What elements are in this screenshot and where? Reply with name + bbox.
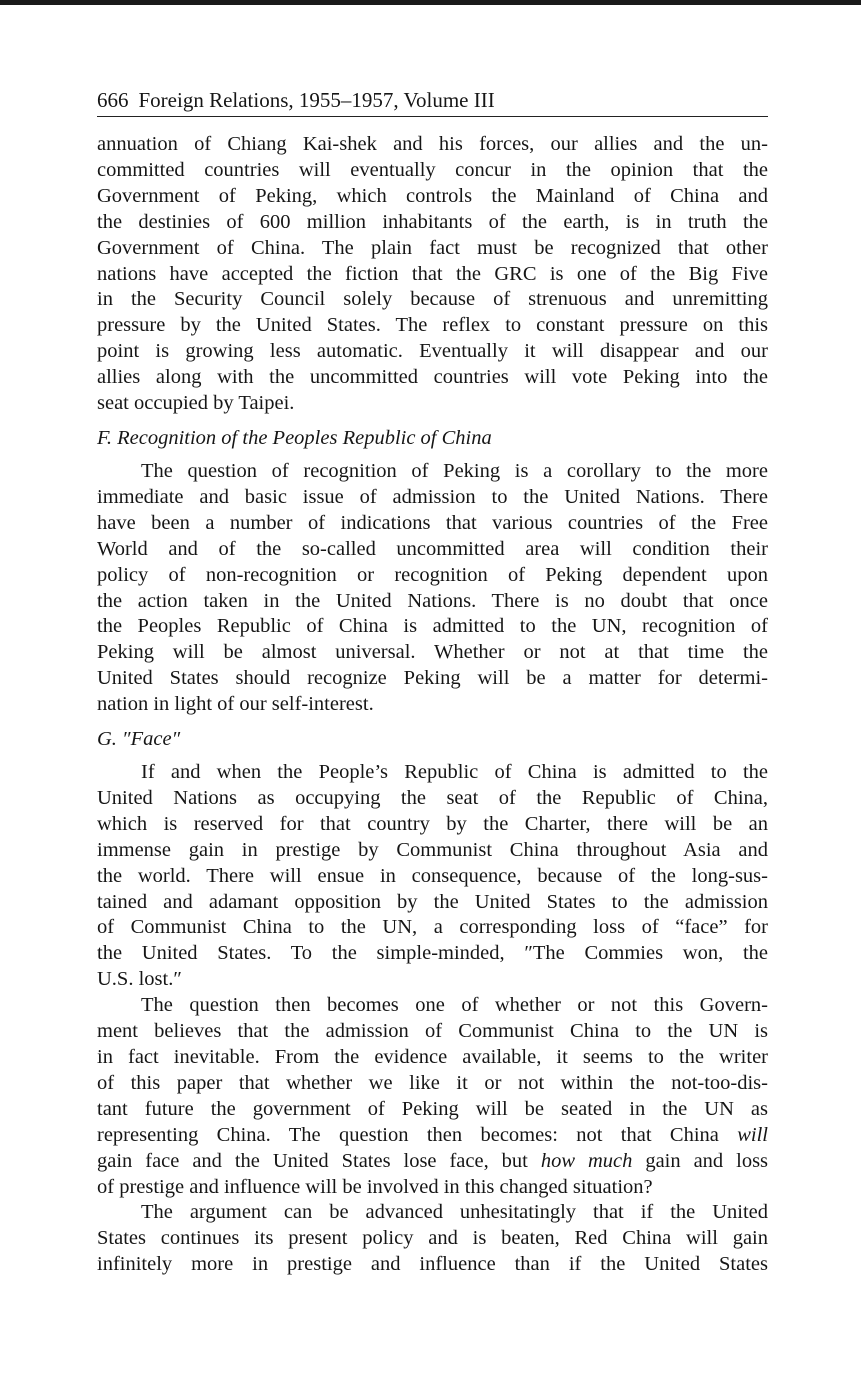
emphasis-will: will [737, 1123, 768, 1146]
text-line: Government of Peking, which controls the Mainland of China and [97, 184, 768, 207]
text-segment: gain face and the United States lose face, but [97, 1149, 528, 1172]
text-line: The argument can be advanced unhesitatingly that if the United [141, 1201, 768, 1224]
text-line: committed countries will eventually concur in the opinion that the [97, 158, 768, 181]
text-line: point is growing less automatic. Eventually it will disappear and our [97, 340, 768, 363]
text-line: pressure by the United States. The reflex to constant pressure on this [97, 314, 768, 337]
text-line: seat occupied by Taipei. [97, 392, 295, 415]
paragraph-inevitability [97, 993, 768, 1200]
text-line: tant future the government of Peking will be seated in the UN as [97, 1097, 768, 1120]
text-line: United Nations as occupying the seat of the Republic of China, [97, 786, 768, 809]
text-line [97, 1149, 768, 1175]
text-line: immediate and basic issue of admission to the United Nations. There [97, 485, 768, 508]
paragraph-recognition [97, 459, 768, 718]
text-line: policy of non-recognition or recognition of Peking dependent upon [97, 563, 768, 586]
section-heading-g: G. ″Face″ [97, 728, 181, 751]
text-line: the world. There will ensue in consequence, because of the long-sus- [97, 864, 768, 887]
text-segment: gain and loss [645, 1149, 769, 1172]
page-number: 666 [97, 88, 129, 112]
text-line: infinitely more in prestige and influence than if the United States [97, 1253, 768, 1276]
paragraph-face [97, 760, 768, 993]
text-line: in fact inevitable. From the evidence available, it seems to the writer [97, 1046, 768, 1068]
text-line: the action taken in the United Nations. There is no doubt that once [97, 589, 768, 612]
text-line: United States should recognize Peking will be a matter for determi- [97, 667, 768, 690]
text-line: the United States. To the simple-minded, ″The Commies won, the [97, 942, 768, 965]
text-line: of Communist China to the UN, a corresponding loss of “face” for [97, 916, 768, 939]
section-heading-f: F. Recognition of the Peoples Republic of China [97, 426, 492, 449]
text-line: the Peoples Republic of China is admitted to the UN, recognition of [97, 615, 768, 638]
paragraph-argument [97, 1200, 768, 1278]
text-line: ment believes that the admission of Communist China to the UN is [97, 1020, 768, 1043]
text-line: have been a number of indications that various countries of the Free [97, 511, 768, 534]
text-line: immense gain in prestige by Communist China throughout Asia and [97, 838, 768, 861]
text-line: If and when the People’s Republic of China is admitted to the [141, 761, 768, 784]
text-line: allies along with the uncommitted countries will vote Peking into the [97, 366, 768, 389]
document-page [97, 86, 768, 1278]
top-border-rule [0, 0, 861, 5]
volume-title: Foreign Relations, 1955–1957, Volume III [138, 88, 495, 112]
text-line: annuation of Chiang Kai-shek and his forces, our allies and the un- [97, 133, 768, 155]
paragraph-continuation [97, 132, 768, 417]
text-line: which is reserved for that country by the Charter, there will be an [97, 812, 768, 835]
body-text [97, 132, 768, 1278]
text-segment: representing China. The question then becomes: not that China [97, 1123, 719, 1146]
text-line [97, 1123, 768, 1149]
text-line: nation in light of our self-interest. [97, 693, 374, 716]
emphasis-how-much: how much [540, 1149, 633, 1172]
text-line: tained and adamant opposition by the United States to the admission [97, 890, 768, 913]
text-line: The question then becomes one of whether or not this Govern- [141, 994, 768, 1017]
text-line: States continues its present policy and is beaten, Red China will gain [97, 1227, 768, 1250]
text-line: World and of the so-called uncommitted area will condition their [97, 537, 768, 560]
running-header [97, 86, 768, 117]
text-line: the destinies of 600 million inhabitants of the earth, is in truth the [97, 210, 768, 233]
text-line: in the Security Council solely because of strenuous and unremitting [97, 288, 768, 311]
text-line: Government of China. The plain fact must be recognized that other [97, 236, 768, 259]
text-line: nations have accepted the fiction that the GRC is one of the Big Five [97, 262, 768, 285]
text-line: Peking will be almost universal. Whether or not at that time the [97, 641, 768, 664]
text-line: of this paper that whether we like it or not within the not-too-dis- [97, 1071, 768, 1094]
text-line: of prestige and influence will be involved in this changed situation? [97, 1175, 653, 1198]
text-line: U.S. lost.″ [97, 968, 182, 991]
text-line: The question of recognition of Peking is a corollary to the more [141, 459, 768, 482]
